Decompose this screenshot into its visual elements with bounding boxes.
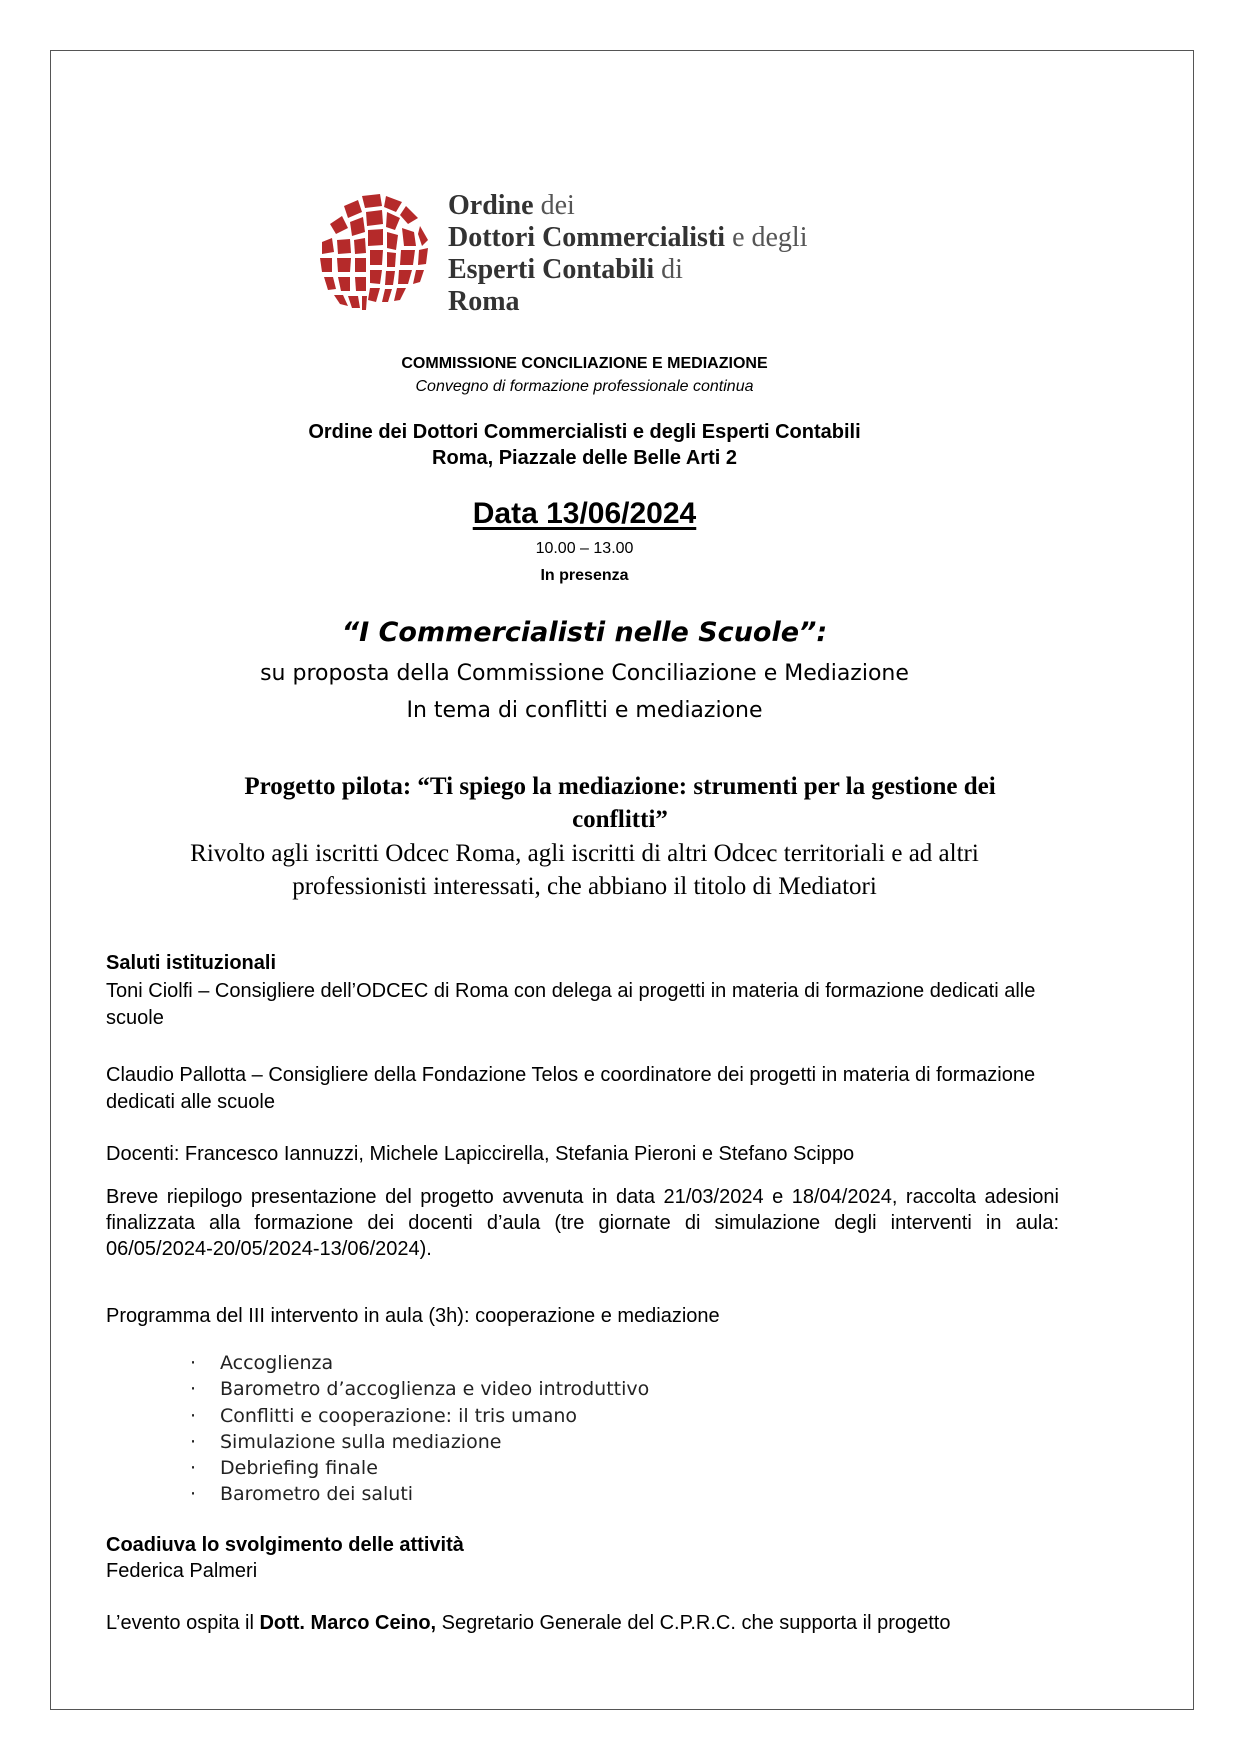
support-heading: Coadiuva lo svolgimento delle attività — [106, 1534, 464, 1556]
audience-line1: Rivolto agli iscritti Odcec Roma, agli iscritti di altri Odcec territoriali e ad altri — [190, 840, 979, 867]
event-subtitle: Convegno di formazione professionale continua — [415, 378, 754, 395]
event-topic: In tema di conflitti e mediazione — [406, 698, 763, 723]
odcec-logo — [310, 190, 870, 315]
list-item: · Debriefing finale — [190, 1457, 378, 1480]
audience-line2: professionisti interessati, che abbiano il titolo di Mediatori — [292, 873, 877, 900]
logo-wordmark: Ordine dei Dottori Commercialisti e degli Esperti Contabili di Roma — [448, 190, 808, 314]
speaker-ciolfi: Toni Ciolfi – Consigliere dell’ODCEC di Roma con delega ai progetti in materia di formazione dedicati alle scuole — [106, 980, 1036, 1029]
program-heading: Programma del III intervento in aula (3h): cooperazione e mediazione — [106, 1305, 720, 1327]
list-item: · Barometro dei saluti — [190, 1483, 414, 1506]
program-list — [190, 1350, 890, 1508]
guest-note: L’evento ospita il Dott. Marco Ceino, Segretario Generale del C.P.R.C. che supporta il progetto — [106, 1612, 951, 1634]
project-title-line2: conflitti” — [572, 806, 668, 833]
globe-logo-icon — [310, 190, 440, 314]
project-summary: Breve riepilogo presentazione del progetto avvenuta in data 21/03/2024 e 18/04/2024, raccolta adesioni finalizzata alla formazione dei docenti d’aula (tre giornate di simulazione degli interventi in aula: 06/05/2024-20/05/2024-13/06/2024). — [106, 1186, 1059, 1260]
event-date: Data 13/06/2024 — [472, 497, 697, 530]
project-title-line1: Progetto pilota: “Ti spiego la mediazione: strumenti per la gestione dei — [244, 773, 996, 800]
commission-title: COMMISSIONE CONCILIAZIONE E MEDIAZIONE — [401, 355, 768, 372]
org-address: Roma, Piazzale delle Belle Arti 2 — [432, 447, 737, 469]
teachers-list: Docenti: Francesco Iannuzzi, Michele Lapiccirella, Stefania Pieroni e Stefano Scippo — [106, 1143, 855, 1165]
list-item: · Barometro d’accoglienza e video introduttivo — [190, 1378, 650, 1401]
list-item: · Conflitti e cooperazione: il tris umano — [190, 1404, 578, 1427]
guest-name: Dott. Marco Ceino, — [259, 1612, 437, 1634]
event-mode: In presenza — [540, 567, 629, 584]
event-title: “I Commercialisti nelle Scuole”: — [341, 617, 828, 648]
event-proposal: su proposta della Commissione Conciliazione e Mediazione — [260, 661, 909, 686]
greetings-heading: Saluti istituzionali — [106, 952, 277, 974]
list-item: · Accoglienza — [190, 1352, 334, 1374]
list-item: · Simulazione sulla mediazione — [190, 1430, 502, 1453]
support-name: Federica Palmeri — [106, 1560, 258, 1582]
speaker-pallotta: Claudio Pallotta – Consigliere della Fondazione Telos e coordinatore dei progetti in materia di formazione dedicati alle scuole — [106, 1064, 1036, 1113]
org-name: Ordine dei Dottori Commercialisti e degli Esperti Contabili — [308, 421, 861, 443]
event-time: 10.00 – 13.00 — [535, 540, 634, 557]
